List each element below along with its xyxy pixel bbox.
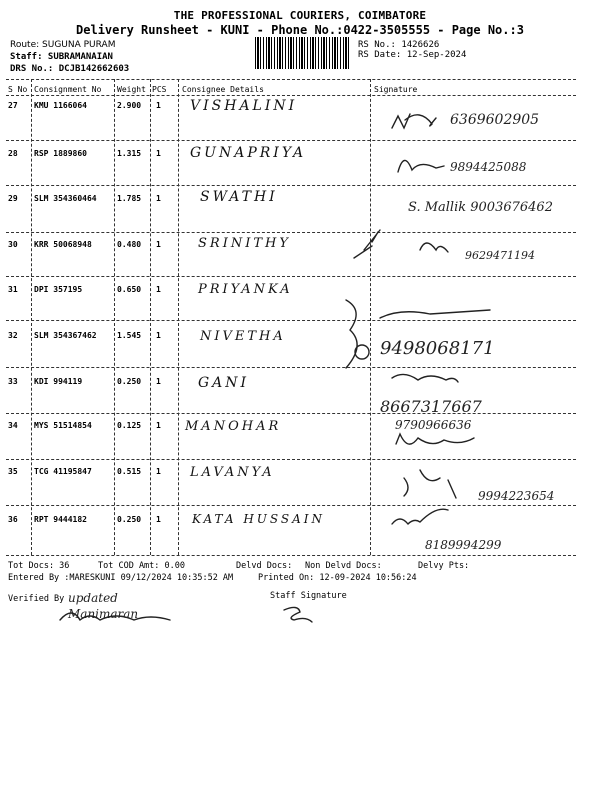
delivery-points: Delvy Pts:	[418, 561, 470, 571]
row-consignment: TCG 41195847	[34, 467, 92, 476]
row-signature: 9498068171	[380, 338, 495, 359]
col-header-pcs: PCS	[152, 85, 167, 94]
col-header-consignee: Consignee Details	[182, 85, 264, 94]
col-header-signature: Signature	[374, 85, 418, 94]
row-consignee: KATA HUSSAIN	[192, 512, 326, 526]
row-weight: 1.315	[117, 149, 142, 158]
row-sno: 35	[8, 467, 18, 476]
entered-by: Entered By :MARESKUNI 09/12/2024 10:35:52 AM	[8, 573, 234, 583]
row-signature: S. Mallik 9003676462	[408, 200, 553, 215]
row-sno: 33	[8, 377, 18, 386]
row-pcs: 1	[156, 285, 161, 294]
row-sno: 34	[8, 421, 18, 430]
signature-scribble	[392, 509, 448, 524]
row-pcs: 1	[156, 149, 161, 158]
signature-scribble	[380, 310, 490, 318]
drs-number: DRS No.: DCJB142662603	[10, 64, 130, 74]
staff-signature-label: Staff Signature	[270, 591, 347, 601]
signature-scribble	[354, 230, 380, 258]
row-signature: 6369602905	[450, 112, 540, 128]
signature-scribble	[404, 470, 456, 498]
row-consignee: NIVETHA	[200, 329, 286, 344]
delivered-docs: Delvd Docs:	[236, 561, 293, 571]
col-header-consignment: Consignment No	[34, 85, 102, 94]
company-name: THE PROFESSIONAL COURIERS, COIMBATORE	[173, 9, 427, 22]
row-pcs: 1	[156, 194, 161, 203]
row-consignment: KDI 994119	[34, 377, 83, 386]
row-consignment: KRR 50068948	[34, 240, 92, 249]
signature-scribble	[398, 160, 444, 172]
signature-scribble	[420, 243, 448, 252]
row-consignment: DPI 357195	[34, 285, 83, 294]
row-weight: 0.650	[117, 285, 142, 294]
printed-on: Printed On: 12-09-2024 10:56:24	[258, 573, 417, 583]
signature-scribble	[392, 114, 436, 128]
signature-scribble	[346, 300, 357, 368]
row-pcs: 1	[156, 421, 161, 430]
row-pcs: 1	[156, 515, 161, 524]
staff-label: Staff: SUBRAMANAIAN	[10, 52, 113, 62]
row-consignee: LAVANYA	[190, 465, 275, 480]
row-weight: 1.545	[117, 331, 142, 340]
col-header-weight: Weight	[117, 85, 146, 94]
row-consignment: KMU 1166064	[34, 101, 87, 110]
row-signature: 9790966636	[395, 418, 472, 432]
col-header-sno: S No	[8, 85, 28, 94]
row-consignment: MYS 51514854	[34, 421, 92, 430]
row-weight: 2.900	[117, 101, 142, 110]
row-pcs: 1	[156, 467, 161, 476]
row-consignment: RSP 1889860	[34, 149, 87, 158]
row-sno: 31	[8, 285, 18, 294]
row-sno: 28	[8, 149, 18, 158]
row-signature: 8667317667	[380, 397, 482, 416]
row-consignment: SLM 354360464	[34, 194, 97, 203]
row-weight: 0.125	[117, 421, 142, 430]
total-docs: Tot Docs: 36	[8, 561, 70, 571]
row-sno: 32	[8, 331, 18, 340]
row-signature: 9994223654	[478, 489, 555, 503]
row-signature: 9629471194	[465, 249, 535, 262]
rs-number: RS No.: 1426626	[358, 40, 440, 50]
route-label: Route: SUGUNA PURAM	[10, 40, 116, 50]
rs-date: RS Date: 12-Sep-2024	[358, 50, 467, 60]
signature-scribble	[355, 345, 369, 359]
total-cod-amount: Tot COD Amt: 0.00	[98, 561, 185, 571]
row-consignee: SWATHI	[200, 189, 278, 205]
row-consignee: GANI	[198, 375, 250, 391]
verified-by-label: Verified By	[8, 594, 65, 604]
runsheet-title: Delivery Runsheet - KUNI - Phone No.:0422-3505555 - Page No.:3	[76, 23, 524, 37]
staff-signature-scribble	[284, 607, 312, 622]
row-sno: 36	[8, 515, 18, 524]
signature-scribble	[392, 374, 458, 382]
row-signature: 9894425088	[450, 160, 527, 174]
row-pcs: 1	[156, 101, 161, 110]
row-weight: 1.785	[117, 194, 142, 203]
row-weight: 0.515	[117, 467, 142, 476]
row-signature: 8189994299	[425, 538, 502, 552]
row-weight: 0.480	[117, 240, 142, 249]
row-pcs: 1	[156, 377, 161, 386]
row-sno: 29	[8, 194, 18, 203]
row-sno: 27	[8, 101, 18, 110]
row-consignee: PRIYANKA	[198, 282, 293, 297]
row-consignment: SLM 354367462	[34, 331, 97, 340]
row-consignment: RPT 9444182	[34, 515, 87, 524]
row-weight: 0.250	[117, 515, 142, 524]
row-consignee: SRINITHY	[198, 236, 291, 251]
signature-scribble	[396, 434, 474, 444]
row-pcs: 1	[156, 240, 161, 249]
row-sno: 30	[8, 240, 18, 249]
verified-by-note: updated Manimaran	[68, 591, 139, 621]
row-consignee: GUNAPRIYA	[190, 145, 307, 161]
row-consignee: VISHALINI	[190, 98, 298, 114]
row-consignee: MANOHAR	[185, 419, 282, 434]
row-pcs: 1	[156, 331, 161, 340]
non-delivered-docs: Non Delvd Docs:	[305, 561, 382, 571]
row-weight: 0.250	[117, 377, 142, 386]
